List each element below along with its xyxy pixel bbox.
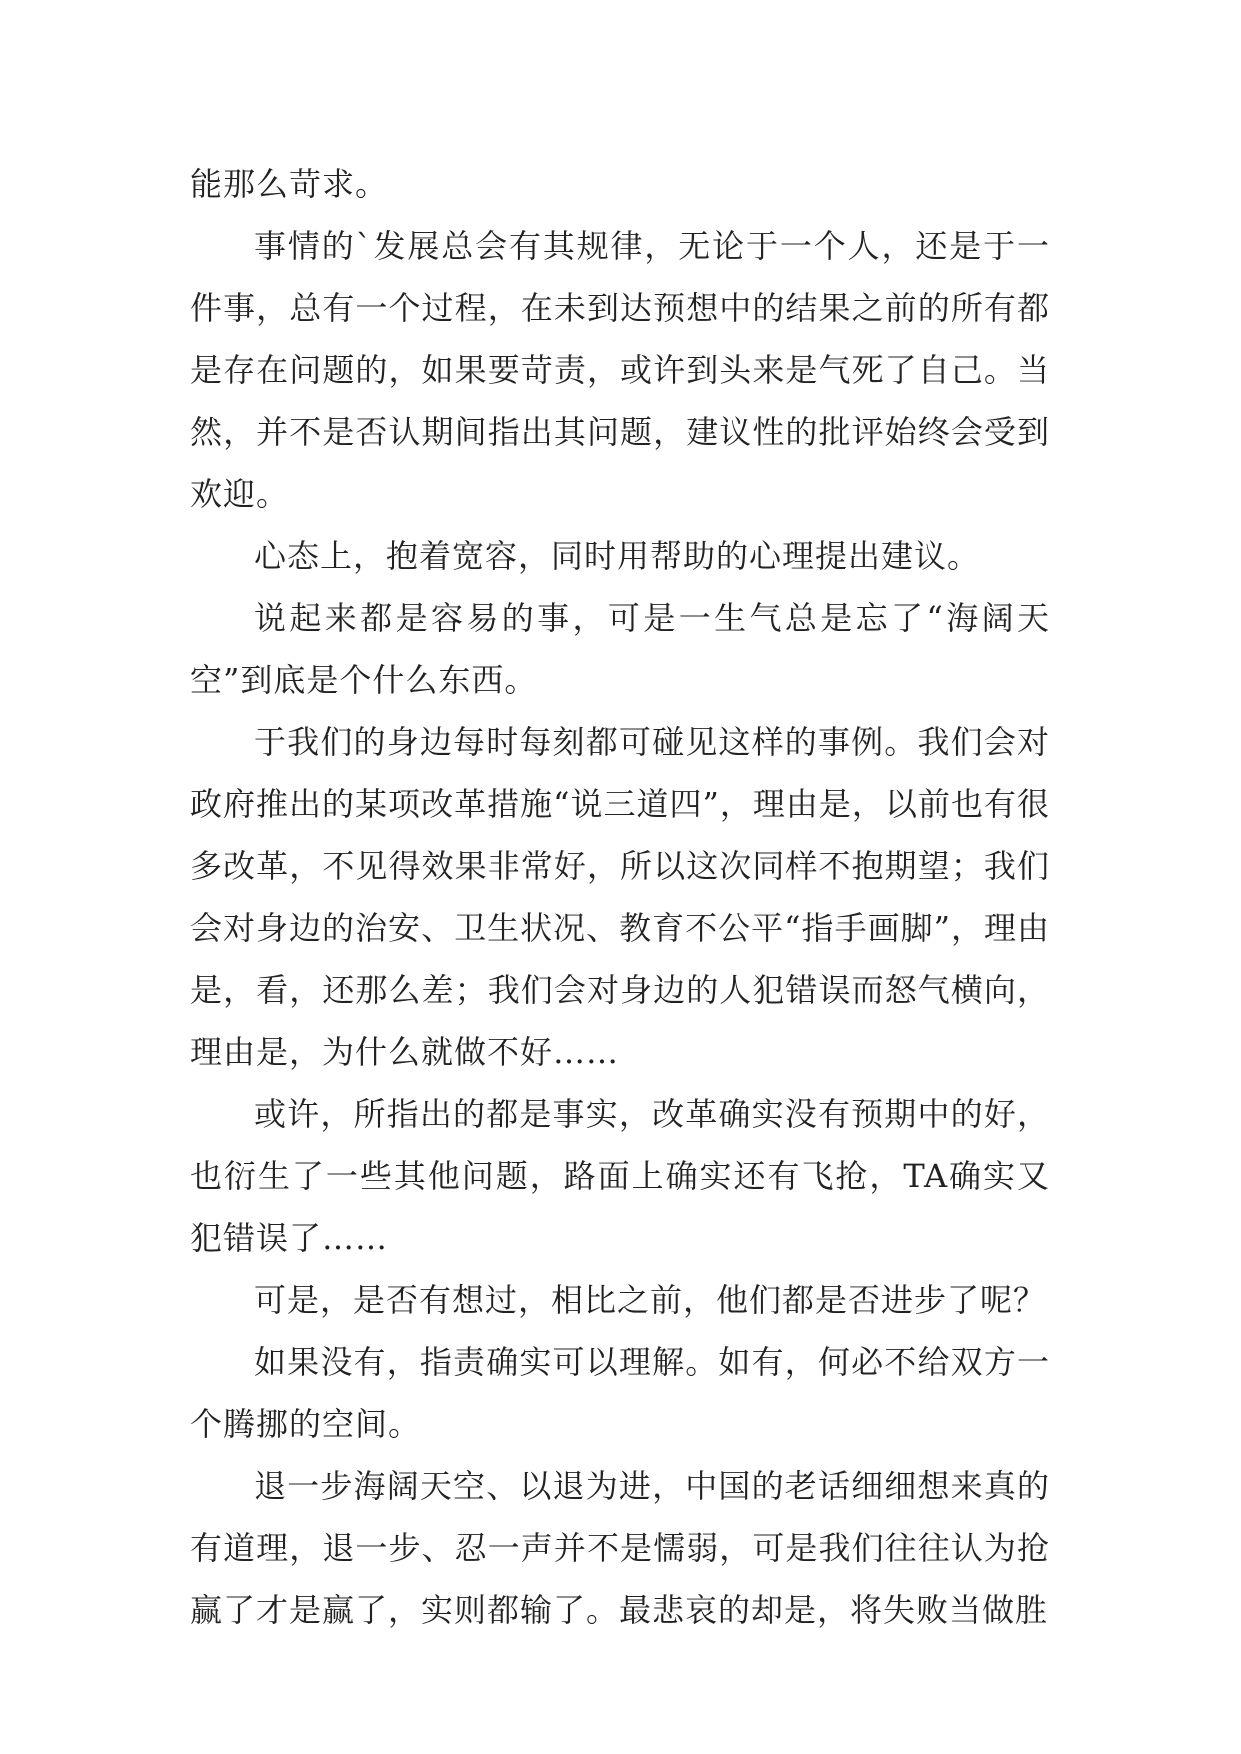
paragraph-5: 于我们的身边每时每刻都可碰见这样的事例。我们会对政府推出的某项改革措施“说三道四”，理由是，以前也有很多改革，不见得效果非常好，所以这次同样不抱期望；我们会对身边的治安、卫生状况、教育不公平“指手画脚”，理由是，看，还那么差；我们会对身边的人犯错误而怒气横向，理由是，为什么就做不好…… (190, 723, 1050, 1071)
paragraph-9: 退一步海阔天空、以退为进，中国的老话细细想来真的有道理，退一步、忍一声并不是懦弱，可是我们往往认为抢赢了才是赢了，实则都输了。最悲哀的却是，将失败当做胜 (190, 1467, 1050, 1629)
document-body (190, 153, 1050, 1641)
paragraph-1: 能那么苛求。 (190, 165, 389, 203)
paragraph-3: 心态上，抱着宽容，同时用帮助的心理提出建议。 (254, 537, 981, 575)
paragraph-4: 说起来都是容易的事，可是一生气总是忘了“海阔天空”到底是个什么东西。 (190, 599, 1050, 699)
paragraph-6: 或许，所指出的都是事实，改革确实没有预期中的好，也衍生了一些其他问题，路面上确实还有飞抢，TA确实又犯错误了…… (190, 1095, 1050, 1257)
paragraph-2: 事情的`发展总会有其规律，无论于一个人，还是于一件事，总有一个过程，在未到达预想中的结果之前的所有都是存在问题的，如果要苛责，或许到头来是气死了自己。当然，并不是否认期间指出其问题，建议性的批评始终会受到欢迎。 (190, 227, 1050, 513)
paragraph-7: 可是，是否有想过，相比之前，他们都是否进步了呢？ (254, 1281, 1047, 1319)
paragraph-8: 如果没有，指责确实可以理解。如有，何必不给双方一个腾挪的空间。 (190, 1343, 1050, 1443)
